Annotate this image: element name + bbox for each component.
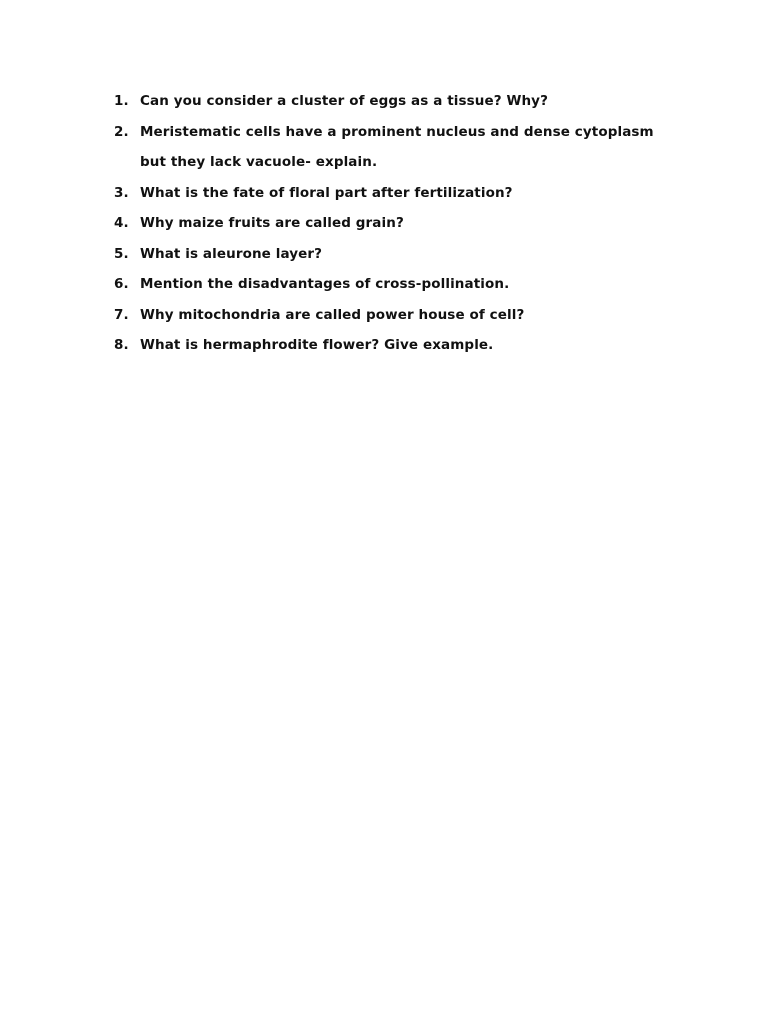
question-number: 1. (114, 93, 129, 109)
question-item (114, 178, 674, 209)
question-number: 2. (114, 123, 129, 140)
question-text: Mention the disadvantages of cross-pollination. (140, 276, 510, 292)
question-number: 6. (114, 276, 129, 292)
question-item (114, 208, 674, 239)
question-number: 8. (114, 337, 129, 353)
question-item (114, 239, 674, 270)
question-item (114, 117, 674, 178)
question-text: Can you consider a cluster of eggs as a tissue? Why? (140, 93, 548, 109)
question-text: What is aleurone layer? (140, 245, 323, 262)
question-number: 4. (114, 215, 129, 231)
question-list (114, 86, 674, 361)
question-text: What is the fate of floral part after fertilization? (140, 184, 513, 201)
question-text: Why mitochondria are called power house of cell? (140, 306, 525, 323)
question-number: 5. (114, 245, 129, 262)
question-text: What is hermaphrodite flower? Give example. (140, 337, 494, 353)
question-text: Why maize fruits are called grain? (140, 215, 404, 231)
question-item (114, 300, 674, 331)
question-item (114, 330, 674, 361)
question-number: 7. (114, 306, 129, 323)
question-text: Meristematic cells have a prominent nucleus and dense cytoplasm but they lack vacuole- explain. (140, 123, 654, 170)
question-number: 3. (114, 184, 129, 201)
question-item (114, 86, 674, 117)
question-item (114, 269, 674, 300)
